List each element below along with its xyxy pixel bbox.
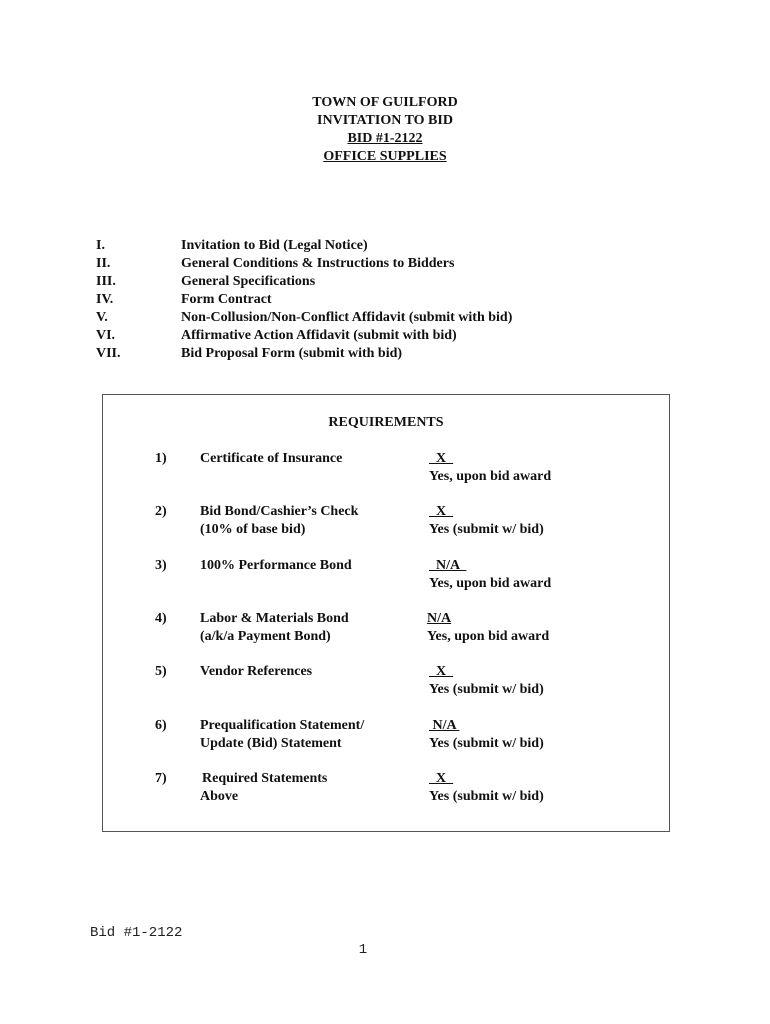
- requirement-number: 1): [155, 451, 167, 466]
- requirement-mark: X: [429, 451, 454, 466]
- requirements-box: [102, 394, 670, 832]
- toc-item-number: VI.: [96, 328, 116, 343]
- requirement-mark: N/A: [427, 611, 452, 626]
- toc-item-title: General Conditions & Instructions to Bidders: [181, 256, 455, 271]
- requirement-label-line: Certificate of Insurance: [200, 451, 343, 466]
- toc-item-title: Invitation to Bid (Legal Notice): [181, 238, 368, 253]
- requirement-answer: [429, 557, 551, 593]
- toc-item-title: Form Contract: [181, 292, 272, 307]
- toc-item: [96, 309, 696, 327]
- requirement-label-line: Prequalification Statement/: [200, 718, 365, 733]
- requirement-label: [200, 663, 312, 681]
- requirement-label-line: Vendor References: [200, 664, 313, 679]
- toc-item-title: Affirmative Action Affidavit (submit with bid): [181, 328, 457, 343]
- requirement-label-line: Required Statements: [202, 771, 328, 786]
- toc-item-number: III.: [96, 274, 116, 289]
- requirement-mark: X: [429, 771, 454, 786]
- requirement-condition: Yes (submit w/ bid): [429, 736, 544, 751]
- requirement-mark: N/A: [429, 718, 460, 733]
- toc-item-number: VII.: [96, 346, 121, 361]
- requirement-label-line: Above: [200, 789, 239, 804]
- requirement-label: [200, 557, 352, 575]
- requirement-mark: X: [429, 504, 454, 519]
- toc-item-number: IV.: [96, 292, 114, 307]
- requirement-mark: X: [429, 664, 454, 679]
- toc-item-title: Bid Proposal Form (submit with bid): [181, 346, 403, 361]
- requirement-mark: N/A: [429, 558, 467, 573]
- requirement-label-line: Labor & Materials Bond: [200, 611, 349, 626]
- requirement-answer: [429, 663, 544, 699]
- toc-item-number: II.: [96, 256, 111, 271]
- requirement-answer: [429, 770, 544, 806]
- footer-bid-code: Bid #1-2122: [90, 925, 183, 941]
- requirement-label: [200, 450, 342, 468]
- requirement-number: 2): [155, 504, 167, 519]
- requirement-label-line: Update (Bid) Statement: [200, 736, 342, 751]
- table-of-contents: [96, 237, 696, 363]
- requirements-title: REQUIREMENTS: [328, 415, 444, 430]
- requirement-label: [200, 610, 349, 646]
- requirement-condition: Yes, upon bid award: [429, 469, 552, 484]
- page-number: 1: [358, 942, 368, 958]
- toc-item: [96, 327, 696, 345]
- requirement-condition: Yes, upon bid award: [429, 576, 552, 591]
- toc-item: [96, 255, 696, 273]
- requirement-condition: Yes (submit w/ bid): [429, 789, 544, 804]
- requirement-label: [200, 503, 358, 539]
- requirement-number: 3): [155, 558, 167, 573]
- requirement-label: [202, 770, 327, 806]
- requirement-answer: [427, 610, 549, 646]
- toc-item-title: General Specifications: [181, 274, 316, 289]
- requirement-label-line: (a/k/a Payment Bond): [200, 629, 331, 644]
- requirement-label-line: Bid Bond/Cashier’s Check: [200, 504, 359, 519]
- document-header: [0, 94, 770, 166]
- toc-item: [96, 273, 696, 291]
- requirement-number: 4): [155, 611, 167, 626]
- requirement-number: 6): [155, 718, 167, 733]
- toc-item: [96, 345, 696, 363]
- requirement-condition: Yes (submit w/ bid): [429, 682, 544, 697]
- requirement-condition: Yes, upon bid award: [427, 629, 550, 644]
- toc-item: [96, 237, 696, 255]
- toc-item-title: Non-Collusion/Non-Conflict Affidavit (submit with bid): [181, 310, 513, 325]
- requirement-label-line: 100% Performance Bond: [200, 558, 352, 573]
- requirement-number: 7): [155, 771, 167, 786]
- toc-item-number: V.: [96, 310, 108, 325]
- requirement-number: 5): [155, 664, 167, 679]
- requirement-label: [200, 717, 364, 753]
- requirement-answer: [429, 717, 544, 753]
- requirement-condition: Yes (submit w/ bid): [429, 522, 544, 537]
- requirement-label-line: (10% of base bid): [200, 522, 306, 537]
- toc-item: [96, 291, 696, 309]
- requirement-answer: [429, 503, 544, 539]
- town-name: TOWN OF GUILFORD: [312, 95, 458, 110]
- requirement-answer: [429, 450, 551, 486]
- document-type: INVITATION TO BID: [317, 113, 453, 128]
- toc-item-number: I.: [96, 238, 105, 253]
- bid-number: BID #1-2122: [347, 131, 423, 146]
- bid-subject: OFFICE SUPPLIES: [323, 149, 447, 164]
